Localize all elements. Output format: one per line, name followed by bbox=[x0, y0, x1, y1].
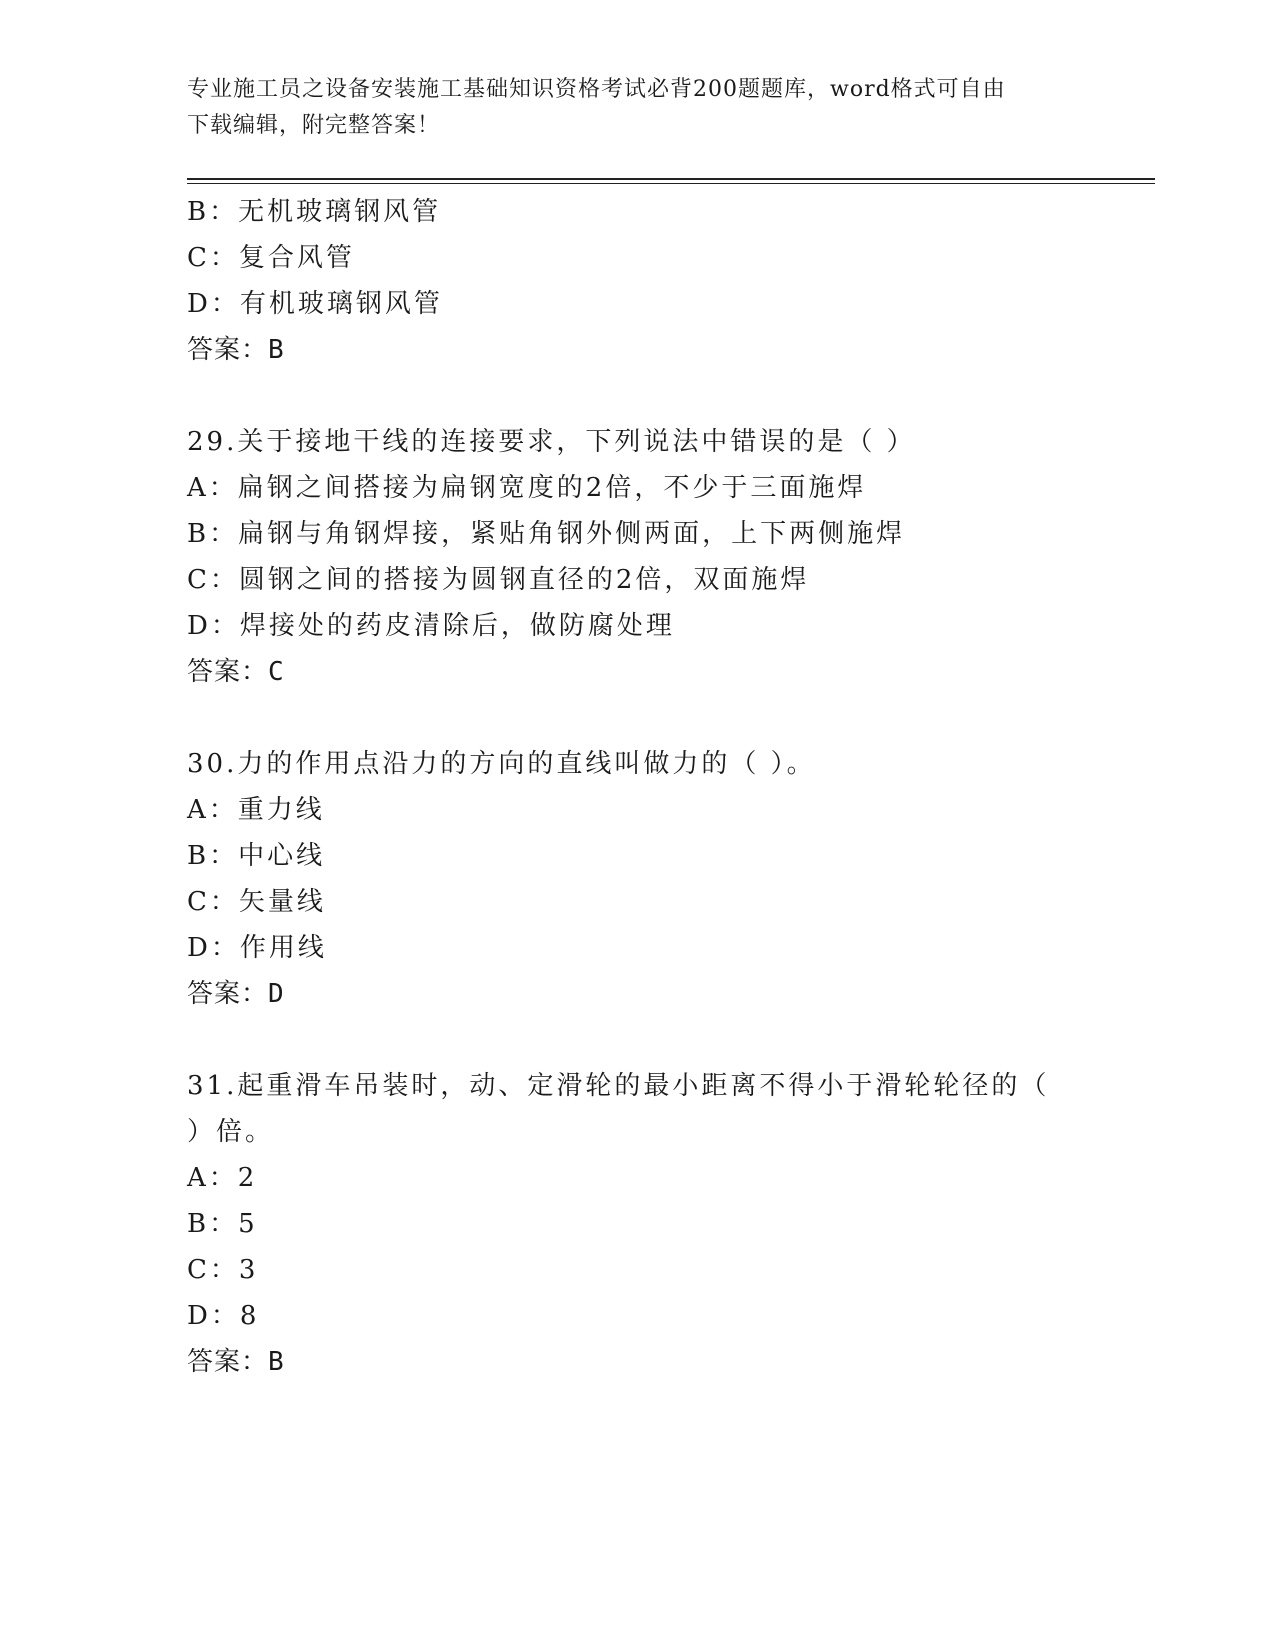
question-31 bbox=[187, 1063, 1087, 1385]
header-line-1: 专业施工员之设备安装施工基础知识资格考试必背200题题库，word格式可自由 bbox=[187, 77, 1006, 102]
question-list bbox=[187, 189, 1087, 1385]
option-c: C：3 bbox=[187, 1255, 259, 1285]
option-c: C：复合风管 bbox=[187, 243, 355, 273]
spacer bbox=[187, 373, 1087, 419]
question-stem: 29.关于接地干线的连接要求，下列说法中错误的是（ ） bbox=[187, 427, 916, 457]
question-stem: 30.力的作用点沿力的方向的直线叫做力的（ ）。 bbox=[187, 749, 816, 779]
question-stem-line-1: 31.起重滑车吊装时，动、定滑轮的最小距离不得小于滑轮轮径的（ bbox=[187, 1071, 1050, 1101]
option-d: D：有机玻璃钢风管 bbox=[187, 289, 443, 319]
answer-line: 答案：D bbox=[187, 979, 285, 1009]
spacer bbox=[187, 695, 1087, 741]
option-a: A：重力线 bbox=[187, 795, 325, 825]
option-c: C：圆钢之间的搭接为圆钢直径的2倍，双面施焊 bbox=[187, 565, 810, 595]
header-divider-thick bbox=[187, 178, 1155, 180]
document-header bbox=[187, 72, 1087, 144]
option-b: B：中心线 bbox=[187, 841, 326, 871]
option-a: A：2 bbox=[187, 1163, 258, 1193]
question-stem-line-2: ）倍。 bbox=[187, 1117, 275, 1147]
option-d: D：作用线 bbox=[187, 933, 327, 963]
answer-line: 答案：C bbox=[187, 657, 285, 687]
answer-line: 答案：B bbox=[187, 1347, 285, 1377]
spacer bbox=[187, 1017, 1087, 1063]
option-c: C：矢量线 bbox=[187, 887, 326, 917]
option-d: D：焊接处的药皮清除后，做防腐处理 bbox=[187, 611, 675, 641]
question-29 bbox=[187, 419, 1087, 695]
question-30 bbox=[187, 741, 1087, 1017]
option-a: A：扁钢之间搭接为扁钢宽度的2倍，不少于三面施焊 bbox=[187, 473, 867, 503]
answer-line: 答案：B bbox=[187, 335, 285, 365]
question-28-continued bbox=[187, 189, 1087, 373]
option-b: B：无机玻璃钢风管 bbox=[187, 197, 442, 227]
option-d: D：8 bbox=[187, 1301, 260, 1331]
option-b: B：扁钢与角钢焊接，紧贴角钢外侧两面，上下两侧施焊 bbox=[187, 519, 906, 549]
header-line-2: 下载编辑，附完整答案！ bbox=[187, 113, 441, 138]
header-divider-thin bbox=[187, 183, 1155, 184]
option-b: B：5 bbox=[187, 1209, 258, 1239]
